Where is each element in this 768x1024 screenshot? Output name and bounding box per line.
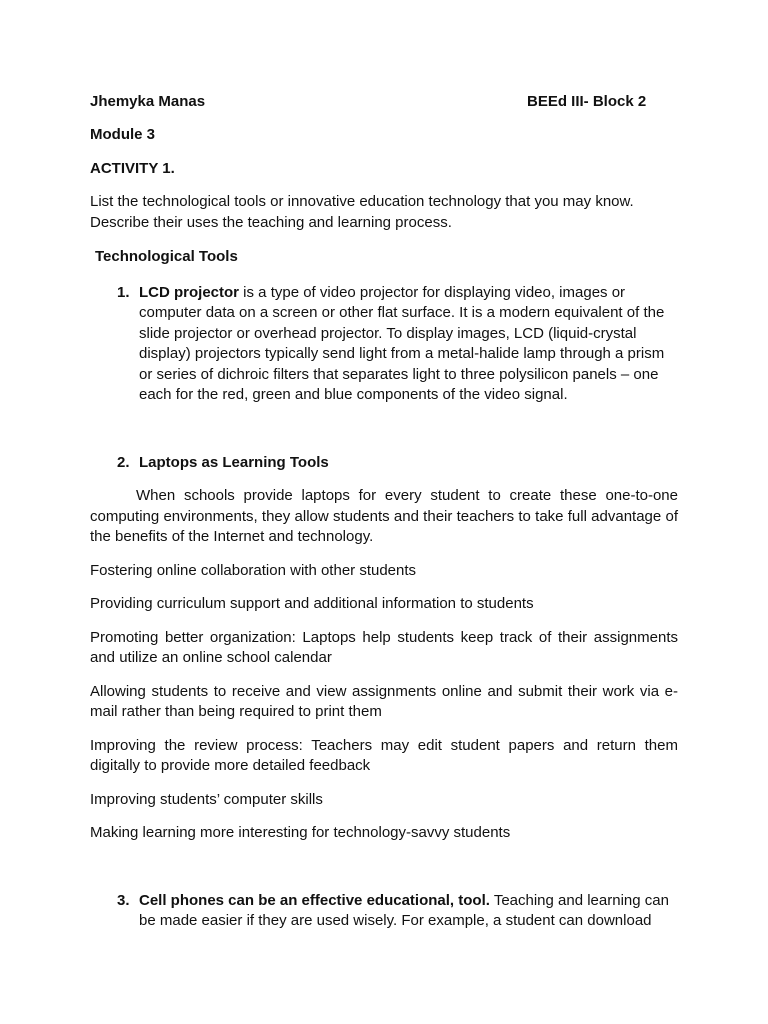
benefit-paragraph: Promoting better organization: Laptops help students keep track of their assignments and utilize an online school calendar — [90, 628, 678, 666]
list-item-cell-phones — [90, 891, 678, 932]
benefit-paragraph: Making learning more interesting for technology-savvy students — [90, 824, 511, 841]
activity-instructions: List the technological tools or innovative education technology that you may know. Describe their uses the teaching and learning process. — [90, 193, 634, 231]
benefit-paragraph: Improving the review process: Teachers may edit student papers and return them digitally to provide more detailed feedback — [90, 736, 678, 774]
item-number: 1. — [117, 283, 130, 301]
item-title: LCD projector — [139, 283, 240, 301]
student-name: Jhemyka Manas — [90, 93, 206, 110]
section-heading: Technological Tools — [95, 248, 238, 265]
activity-title: ACTIVITY 1. — [90, 159, 175, 177]
laptop-intro-paragraph: When schools provide laptops for every student to create these one-to-one computing environments, they allow students and their teachers to take full advantage of the benefits of the Internet and technology. — [90, 487, 678, 545]
list-item-lcd-projector — [90, 283, 678, 406]
document-page — [90, 92, 678, 932]
class-section: BEEd III- Block 2 — [527, 93, 647, 110]
benefit-paragraph: Providing curriculum support and additional information to students — [90, 595, 534, 612]
benefit-paragraph: Fostering online collaboration with other students — [90, 561, 417, 579]
item-description: Teaching and learning can be made easier if they are used wisely. For example, a student can download — [139, 891, 669, 929]
item-number: 2. — [117, 453, 130, 471]
benefit-paragraph: Improving students’ computer skills — [90, 790, 323, 808]
benefit-paragraph: Allowing students to receive and view assignments online and submit their work via e-mail rather than being required to print them — [90, 682, 678, 720]
module-title: Module 3 — [90, 126, 156, 143]
item-title: Cell phones can be an effective educational, tool. — [139, 891, 490, 909]
list-item-laptops — [90, 453, 678, 474]
item-title: Laptops as Learning Tools — [139, 453, 329, 471]
item-description: is a type of video projector for displaying video, images or computer data on a screen or other flat surface. It is a modern equivalent of the slide projector or overhead projector. To display images, LCD (liquid-crystal display) projectors typically send light from a metal-halide lamp through a prism or series of dichroic filters that separates light to three polysilicon panels – one each for the red, green and blue components of the video signal. — [139, 283, 665, 403]
document-header — [90, 92, 678, 112]
item-number: 3. — [117, 891, 130, 909]
